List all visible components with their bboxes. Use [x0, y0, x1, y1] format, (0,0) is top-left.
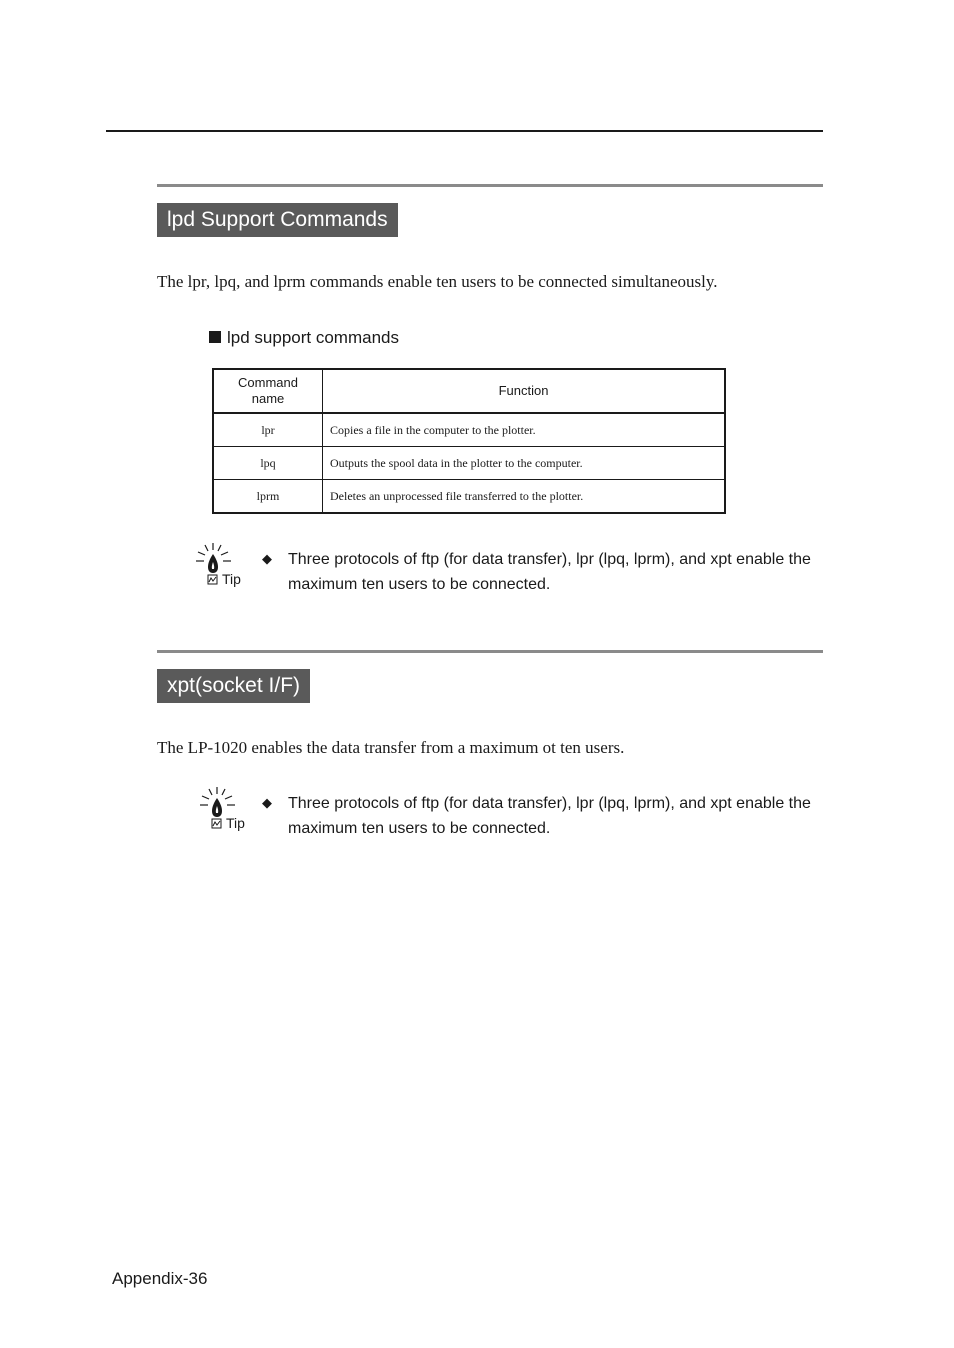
square-bullet-icon	[209, 331, 221, 343]
tip-label: Tip	[222, 571, 241, 587]
top-rule	[106, 130, 823, 132]
tip-lightbulb-icon	[198, 784, 250, 834]
table-row	[213, 447, 725, 480]
function-cell: Copies a file in the computer to the plotter.	[323, 413, 726, 447]
command-cell: lpq	[213, 447, 323, 480]
table-row	[213, 413, 725, 447]
section-rule	[157, 650, 823, 653]
function-cell: Outputs the spool data in the plotter to the computer.	[323, 447, 726, 480]
tip-lightbulb-icon	[194, 540, 246, 590]
commands-table	[212, 368, 726, 514]
section-rule	[157, 184, 823, 187]
header-command-name	[213, 369, 323, 413]
tip-box	[194, 540, 246, 595]
section-paragraph: The LP-1020 enables the data transfer from a maximum ot ten users.	[157, 738, 625, 757]
section-title-lpd: lpd Support Commands	[157, 203, 398, 237]
command-cell: lprm	[213, 480, 323, 514]
command-cell: lpr	[213, 413, 323, 447]
header-command-name-line: name	[251, 391, 285, 406]
tip-text: Three protocols of ftp (for data transfer), lpr (lpq, lprm), and xpt enable the maximum ten users to be connected.	[288, 795, 811, 837]
diamond-bullet-icon: ◆	[262, 552, 272, 567]
table-caption	[209, 328, 399, 348]
table-row	[213, 480, 725, 514]
tip-label: Tip	[226, 815, 245, 831]
diamond-bullet-icon: ◆	[262, 796, 272, 811]
section-paragraph: The lpr, lpq, and lprm commands enable ten users to be connected simultaneously.	[157, 272, 718, 291]
tip-box	[198, 784, 250, 839]
page-footer-label: Appendix-36	[112, 1269, 208, 1288]
table-caption-text: lpd support commands	[227, 328, 399, 347]
section-title-xpt: xpt(socket I/F)	[157, 669, 310, 703]
function-cell: Deletes an unprocessed file transferred to the plotter.	[323, 480, 726, 514]
tip-text: Three protocols of ftp (for data transfer), lpr (lpq, lprm), and xpt enable the maximum ten users to be connected.	[288, 551, 811, 593]
header-function: Function	[323, 369, 726, 413]
table-header-row	[213, 369, 725, 413]
header-command-name-line: Command	[238, 375, 298, 390]
